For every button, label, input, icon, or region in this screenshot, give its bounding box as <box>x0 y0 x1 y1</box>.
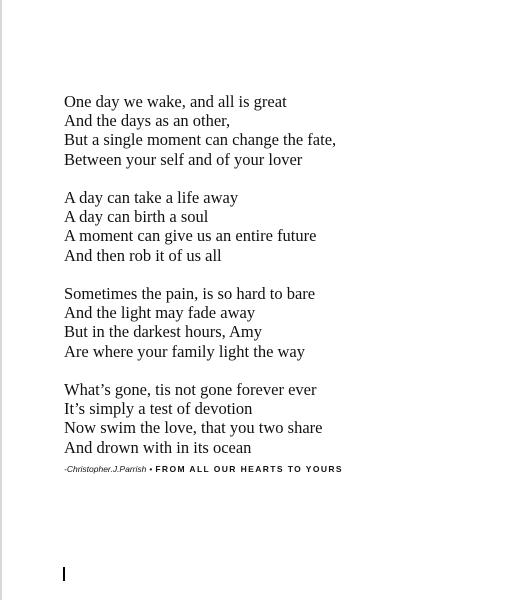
poem-line: Are where your family light the way <box>64 341 306 361</box>
poem-line: And then rob it of us all <box>64 245 222 265</box>
poem-line: Sometimes the pain, is so hard to bare <box>64 284 316 303</box>
poem-line: And the light may fade away <box>64 303 256 323</box>
signature-tagline: FROM ALL OUR HEARTS TO YOURS <box>155 464 343 474</box>
signature-line <box>64 464 343 474</box>
page-left-edge <box>0 0 2 600</box>
stanza-3 <box>64 284 494 361</box>
poem-line: One day we wake, and all is great <box>64 92 287 111</box>
poem-line: It’s simply a test of devotion <box>64 399 253 419</box>
signature-author: -Christopher.J.Parrish <box>64 464 147 474</box>
poem-line: Now swim the love, that you two share <box>64 418 323 438</box>
stanza-1 <box>64 92 494 169</box>
stanza-2 <box>64 188 494 265</box>
text-cursor[interactable] <box>63 567 65 581</box>
poem-line: A moment can give us an entire future <box>64 226 317 246</box>
poem-line: But in the darkest hours, Amy <box>64 322 262 342</box>
signature-bullet: • <box>149 464 153 474</box>
poem-line: A day can take a life away <box>64 188 239 207</box>
poem-body <box>64 92 494 457</box>
stanza-4 <box>64 380 494 457</box>
poem-line: But a single moment can change the fate, <box>64 130 337 150</box>
poem-line: A day can birth a soul <box>64 207 209 227</box>
poem-line: And the days as an other, <box>64 111 231 131</box>
poem-line: What’s gone, tis not gone forever ever <box>64 380 317 399</box>
poem-line: Between your self and of your lover <box>64 149 303 169</box>
poem-line: And drown with in its ocean <box>64 437 252 457</box>
